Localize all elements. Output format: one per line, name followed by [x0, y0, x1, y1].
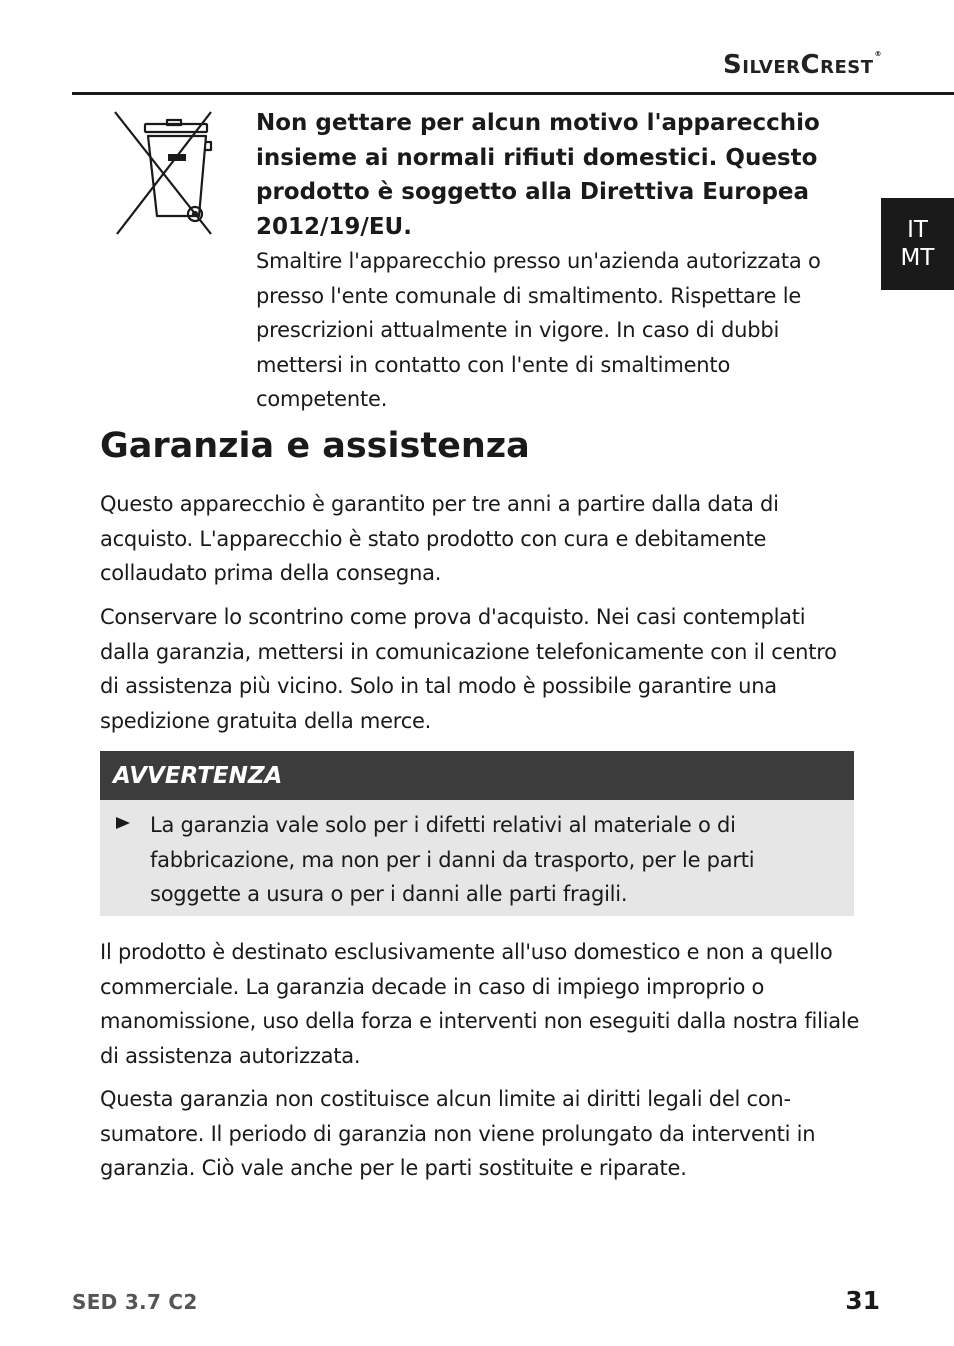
warranty-paragraph-4: Questa garanzia non costituisce alcun limite ai diritti legali del consumatore. Il periodo di garanzia non viene prolungato da interventi in garanzia. Ciò vale anche per le parti sostituite e riparate. — [100, 1087, 816, 1181]
warranty-paragraph-3: Il prodotto è destinato esclusivamente all'uso domestico e non a quello commerciale. La garanzia decade in caso di impiego improprio o manomissione, uso della forza e interventi non eseguiti dalla nostra filiale di assistenza autorizzata. — [100, 940, 860, 1069]
disposal-notice — [256, 106, 856, 417]
section-title: Garanzia e assistenza — [100, 426, 530, 466]
warning-text: La garanzia vale solo per i difetti relativi al materiale o di fabbricazione, ma non per i danni da trasporto, per le parti soggette a usura o per i danni alle parti fragili. — [150, 813, 755, 907]
header-rule — [72, 92, 954, 95]
warning-title: AVVERTENZA — [100, 751, 854, 800]
warning-box — [100, 751, 854, 916]
page-number: 31 — [845, 1286, 880, 1315]
brand-name: SilverCrest — [723, 50, 874, 80]
triangle-right-icon — [100, 808, 150, 912]
warning-body — [100, 800, 854, 912]
warranty-paragraph-2: Conservare lo scontrino come prova d'acquisto. Nei casi contemplati dalla garanzia, mettersi in comunicazione telefonicamente con il centro di assistenza più vicino. Solo in tal modo è possibile garantire una spedizione gratuita della merce. — [100, 605, 837, 734]
registered-mark: ® — [874, 50, 882, 58]
language-code-it: IT — [907, 217, 928, 243]
model-number: SED 3.7 C2 — [72, 1290, 198, 1314]
crossed-out-wheelie-bin-icon — [113, 110, 213, 238]
language-code-mt: MT — [900, 245, 935, 271]
disposal-instructions: Smaltire l'apparecchio presso un'azienda autorizzata o presso l'ente comunale di smaltimento. Rispettare le prescrizioni attualmente in vigore. In caso di dubbi mettersi in contatto con l'ente di smaltimento competente. — [256, 249, 821, 411]
brand-logo — [723, 50, 882, 80]
disposal-warning-bold: Non gettare per alcun motivo l'apparecchio insieme ai normali rifiuti domestici. Questo prodotto è soggetto alla Direttiva Europea 2012/19/EU. — [256, 110, 820, 240]
warranty-paragraph-1: Questo apparecchio è garantito per tre anni a partire dalla data di acquisto. L'apparecchio è stato prodotto con cura e debitamente collaudato prima della consegna. — [100, 492, 779, 586]
language-tab — [881, 198, 954, 290]
